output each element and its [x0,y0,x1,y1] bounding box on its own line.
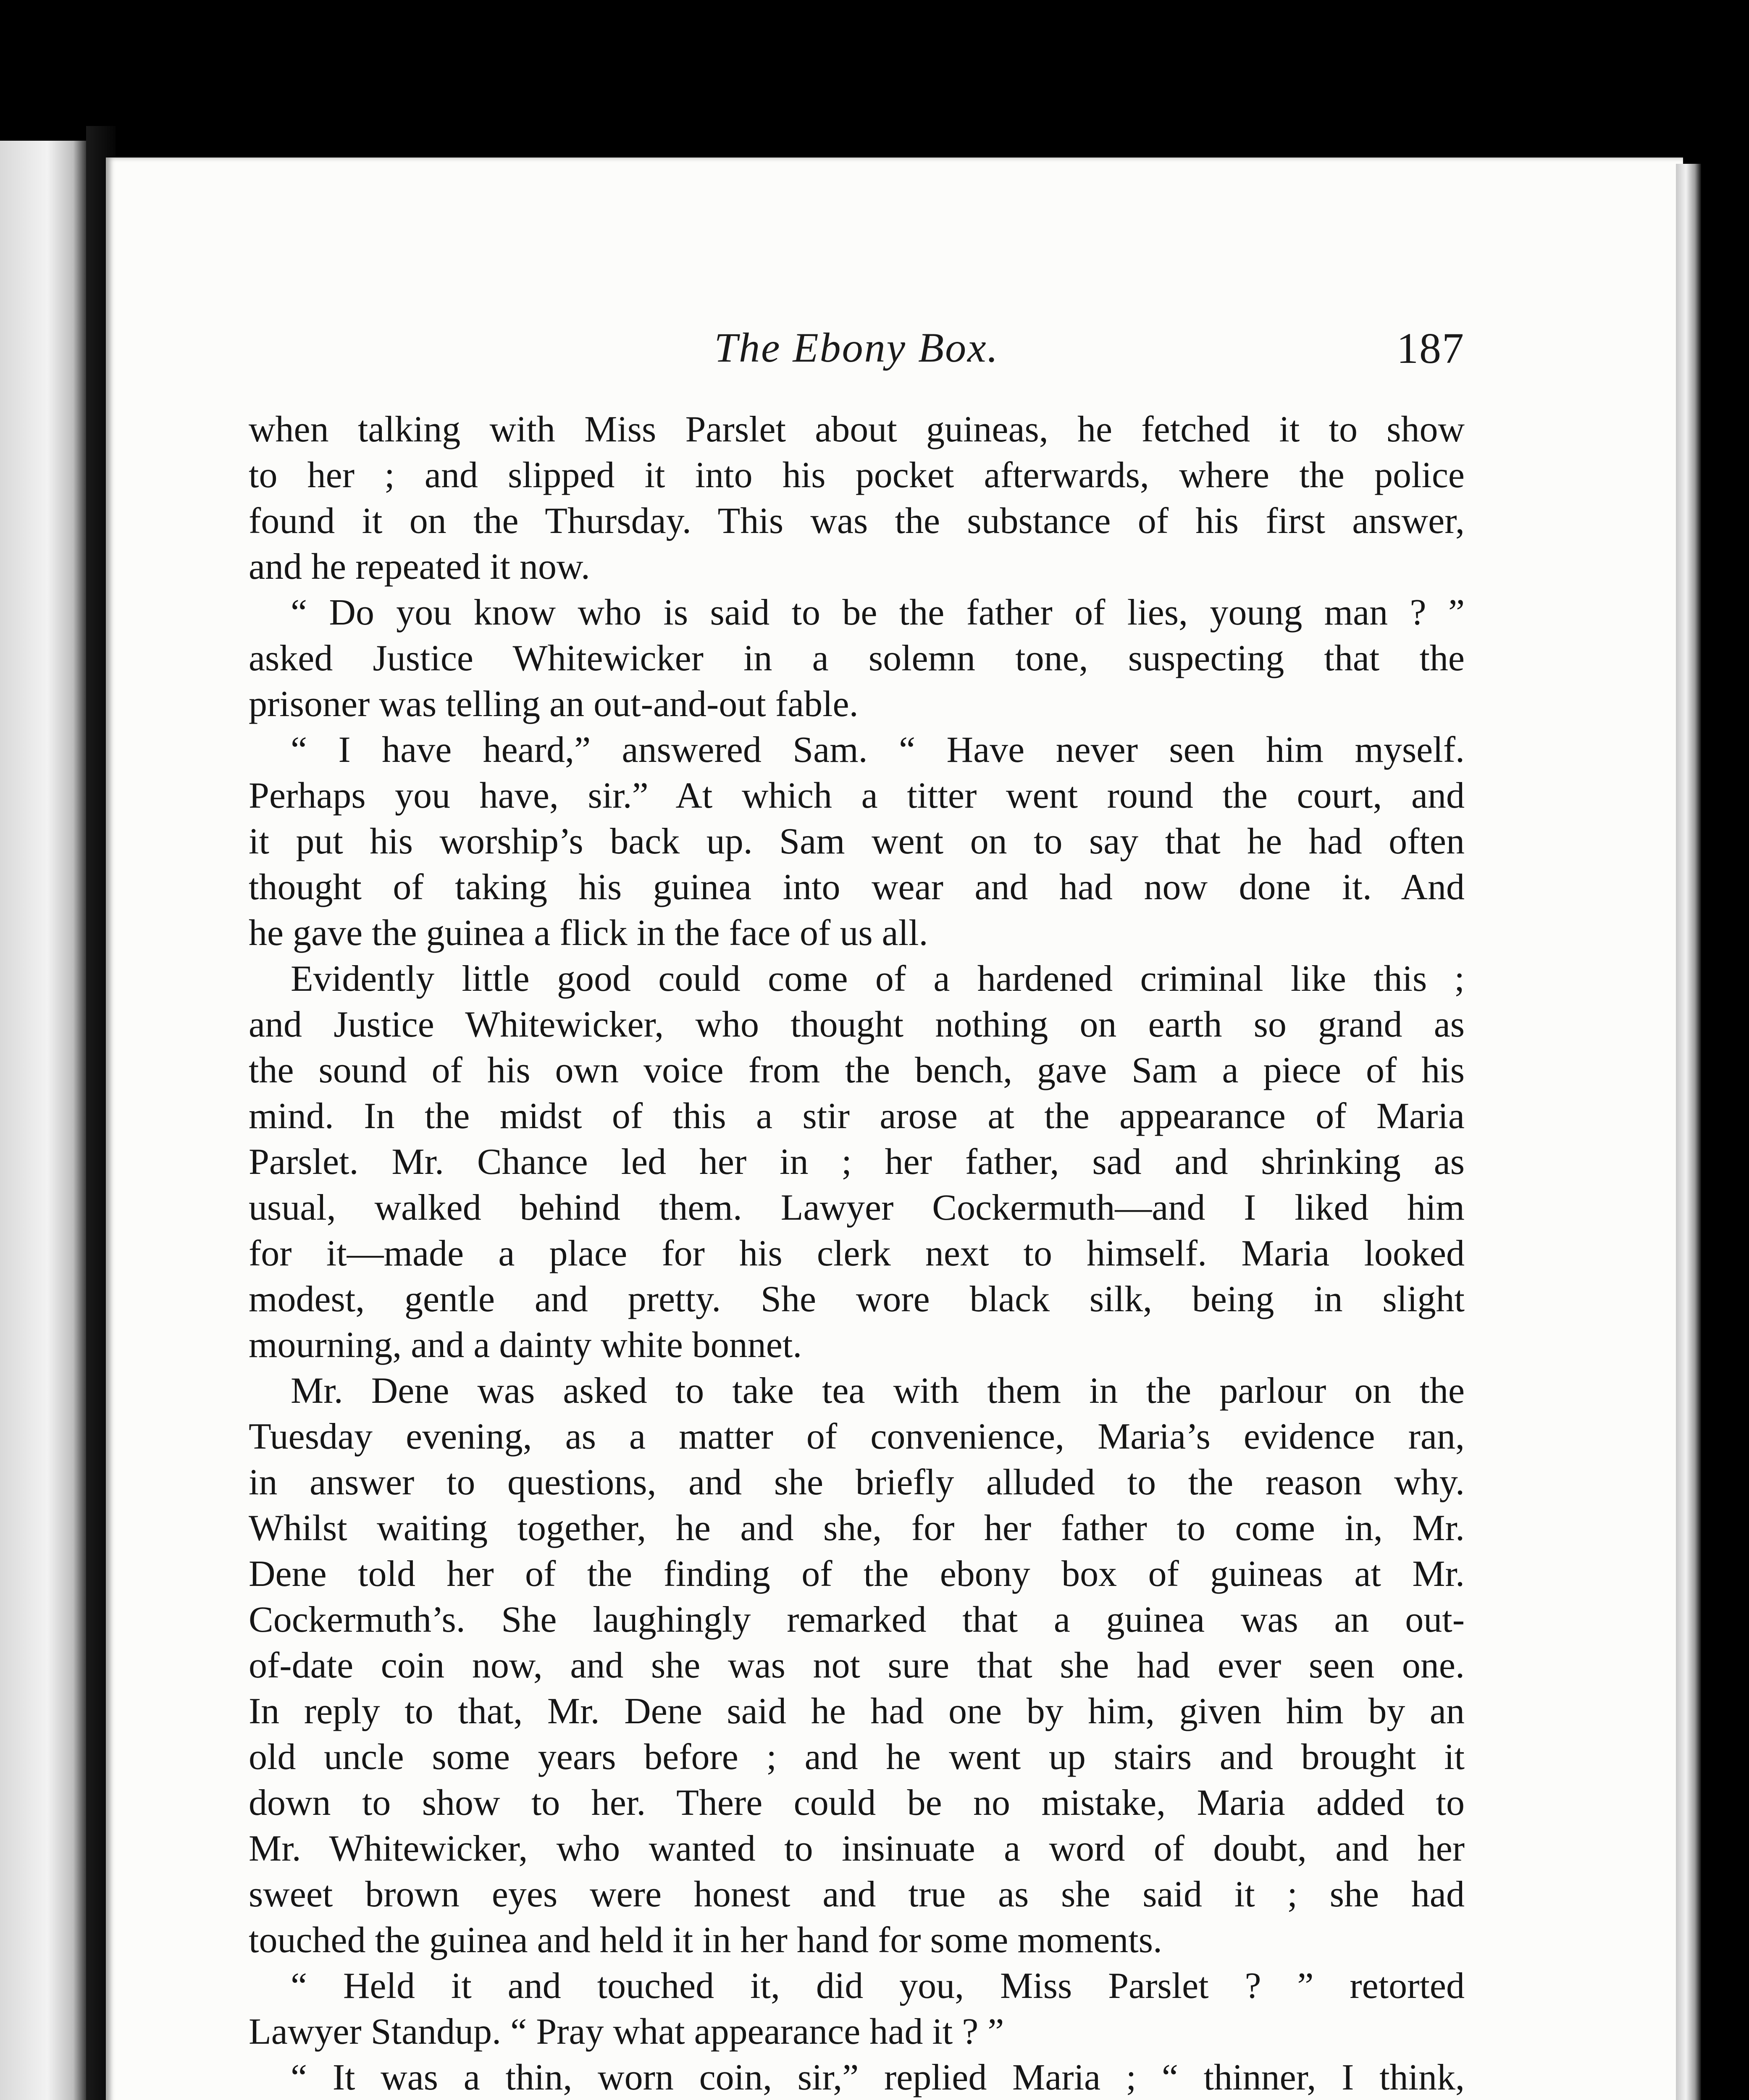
text-line: old uncle some years before ; and he went up stairs and brought it [249,1737,1465,1777]
text-line: Tuesday evening, as a matter of convenience, Maria’s evidence ran, [249,1416,1465,1457]
text-line: “ It was a thin, worn coin, sir,” replied Maria ; “ thinner, I think, [291,2057,1465,2098]
text-line: thought of taking his guinea into wear and had now done it. And [249,867,1465,908]
text-line: Parslet. Mr. Chance led her in ; her father, sad and shrinking as [249,1142,1465,1182]
page-number: 187 [1397,324,1465,373]
text-line: Dene told her of the finding of the ebony box of guineas at Mr. [249,1554,1465,1594]
text-line: Perhaps you have, sir.” At which a titter went round the court, and [249,775,1465,816]
text-line: he gave the guinea a flick in the face of us all. [249,913,928,953]
text-line: and Justice Whitewicker, who thought nothing on earth so grand as [249,1004,1465,1045]
text-line: “ I have heard,” answered Sam. “ Have never seen him myself. [291,730,1465,770]
text-line: sweet brown eyes were honest and true as she said it ; she had [249,1874,1465,1915]
page-edge-right [1676,164,1701,2100]
text-line: to her ; and slipped it into his pocket afterwards, where the police [249,455,1465,496]
left-page-sliver [0,141,86,2100]
text-line: when talking with Miss Parslet about guineas, he fetched it to show [249,409,1465,450]
text-line: mind. In the midst of this a stir arose at the appearance of Maria [249,1096,1465,1137]
text-line: Cockermuth’s. She laughingly remarked that a guinea was an out- [249,1599,1465,1640]
text-line: Mr. Whitewicker, who wanted to insinuate a word of doubt, and her [249,1828,1465,1869]
text-line: Mr. Dene was asked to take tea with them in the parlour on the [291,1370,1465,1411]
text-line: Whilst waiting together, he and she, for her father to come in, Mr. [249,1508,1465,1549]
text-line: modest, gentle and pretty. She wore black silk, being in slight [249,1279,1465,1320]
body-text [249,407,1465,2100]
text-line: “ Do you know who is said to be the father of lies, young man ? ” [291,592,1465,633]
text-line: asked Justice Whitewicker in a solemn tone, suspecting that the [249,638,1465,679]
text-line: usual, walked behind them. Lawyer Cockermuth—and I liked him [249,1187,1465,1228]
text-line: of-date coin now, and she was not sure that she had ever seen one. [249,1645,1465,1686]
text-line: and he repeated it now. [249,546,590,587]
text-line: touched the guinea and held it in her hand for some moments. [249,1920,1162,1961]
text-line: it put his worship’s back up. Sam went on to say that he had often [249,821,1465,862]
text-line: down to show to her. There could be no mistake, Maria added to [249,1782,1465,1823]
text-line: in answer to questions, and she briefly alluded to the reason why. [249,1462,1465,1503]
text-line: mourning, and a dainty white bonnet. [249,1325,802,1365]
running-header [249,323,1465,386]
text-line: In reply to that, Mr. Dene said he had one by him, given him by an [249,1691,1465,1732]
text-line: found it on the Thursday. This was the substance of his first answer, [249,501,1465,541]
text-line: Evidently little good could come of a hardened criminal like this ; [291,958,1465,999]
text-line: “ Held it and touched it, did you, Miss Parslet ? ” retorted [291,1966,1465,2006]
text-line: the sound of his own voice from the bench, gave Sam a piece of his [249,1050,1465,1091]
text-line: prisoner was telling an out-and-out fable. [249,684,859,724]
text-line: for it—made a place for his clerk next to himself. Maria looked [249,1233,1465,1274]
running-title: The Ebony Box. [714,324,999,371]
text-line: Lawyer Standup. “ Pray what appearance had it ? ” [249,2011,1004,2052]
